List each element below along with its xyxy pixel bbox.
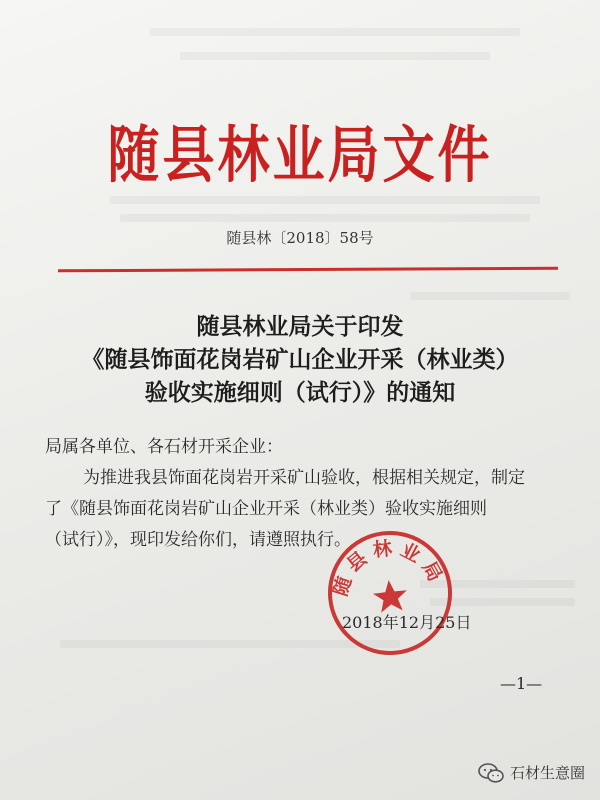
watermark-text: 石材生意圈 [510,764,586,782]
notice-title-line: 随县林业局关于印发 [196,313,404,340]
seal-text: 随县林业局 [329,536,449,599]
bleed-through-mark [180,52,490,60]
body-text-line: 为推进我县饰面花岗岩开采矿山验收，根据相关规定，制定 [83,468,525,488]
seal-star-icon [372,578,409,613]
body-text-line: （试行）》，现印发给你们，请遵照执行。 [45,530,351,550]
salutation: 局属各单位、各石材开采企业： [45,437,283,457]
bleed-through-mark [150,28,520,36]
source-watermark [478,762,585,783]
document-header-title: 随县林业局文件 [107,119,493,192]
official-seal [319,522,462,665]
bleed-through-mark [110,196,540,204]
red-divider-line [58,267,558,273]
wechat-icon [478,763,504,783]
document-date: 2018年12月25日 [342,613,472,632]
bleed-through-mark [410,292,570,300]
document-number: 随县林〔2018〕58号 [226,229,374,247]
notice-title-line: 验收实施细则（试行）》的通知 [144,379,456,406]
bleed-through-mark [120,214,530,222]
body-text-line: 了《随县饰面花岗岩矿山企业开采（林业类）验收实施细则 [45,499,487,519]
page-number: —1— [500,674,543,693]
notice-title-line: 《随县饰面花岗岩矿山企业开采（林业类） [81,346,519,373]
